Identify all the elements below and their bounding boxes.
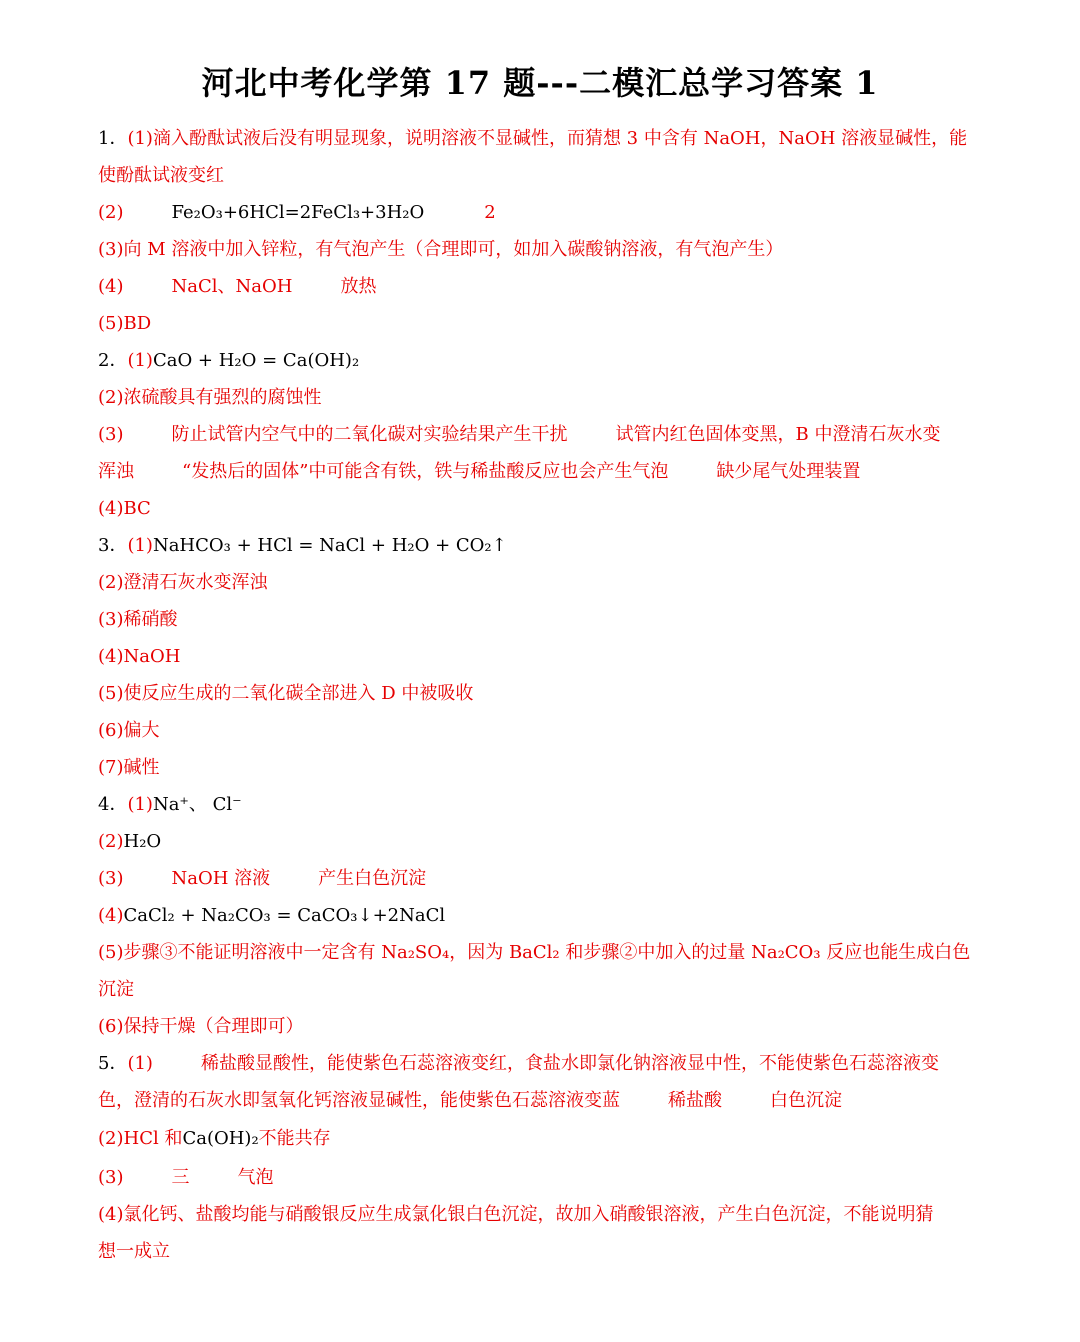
- q1-part3: [98, 231, 982, 268]
- q5-part1-answer-c: 稀盐酸: [668, 1090, 722, 1111]
- q3-part3: [98, 601, 982, 638]
- q4-part3-answer-b: 产生白色沉淀: [318, 868, 427, 889]
- q1-line-2: [98, 157, 982, 194]
- answer-content: [98, 120, 982, 1270]
- q3-part3-text: (3)稀硝酸: [98, 609, 178, 630]
- q5-part2: [98, 1119, 982, 1159]
- q5-part3-answer-b: 气泡: [237, 1167, 274, 1188]
- q4-part5-text-cont: 沉淀: [98, 979, 134, 1000]
- q5-part3: [98, 1159, 982, 1196]
- q5-part4-text-cont: 想一成立: [98, 1241, 170, 1262]
- q1-part2-label: (2): [98, 202, 124, 223]
- q3-part6-text: (6)偏大: [98, 720, 160, 741]
- q1-part4-answer-b: 放热: [340, 276, 377, 297]
- q4-part2: [98, 823, 982, 860]
- q5-part4-text: (4)氯化钙、盐酸均能与硝酸银反应生成氯化银白色沉淀，故加入硝酸银溶液，产生白色沉淀，不能说明猜: [98, 1204, 934, 1225]
- q1-part1-text: (1)滴入酚酞试液后没有明显现象，说明溶液不显碱性，而猜想 3 中含有 NaOH，NaOH 溶液显碱性，能: [127, 128, 968, 149]
- q1-part4-answer-a: NaCl、NaOH: [171, 276, 293, 297]
- q5-part1-answer-a: 稀盐酸显酸性，能使紫色石蕊溶液变红，食盐水即氯化钠溶液显中性，不能使紫色石蕊溶液变: [200, 1053, 939, 1074]
- q4-part4-equation: CaCl₂ + Na₂CO₃ = CaCO₃↓+2NaCl: [123, 905, 446, 926]
- q3-part4: [98, 638, 982, 675]
- q1-part5: [98, 305, 982, 342]
- q2-part3-answer-a: 防止试管内空气中的二氧化碳对实验结果产生干扰: [171, 424, 568, 445]
- q4-number: 4．: [98, 794, 128, 815]
- q3-part7-text: (7)碱性: [98, 757, 160, 778]
- q1-part4-label: (4): [98, 276, 124, 297]
- q4-part4-label: (4): [98, 905, 124, 926]
- q4-part5-line-1: [98, 934, 982, 971]
- q3-part1-equation: NaHCO₃ + HCl = NaCl + H₂O + CO₂↑: [152, 535, 507, 556]
- q2-part3-line-1: [98, 416, 982, 453]
- q1-part1-text-cont: 使酚酞试液变红: [98, 165, 224, 186]
- q2-part3-answer-b: 试管内红色固体变黑，B 中澄清石灰水变: [615, 424, 941, 445]
- q2-part3-answer-d: “发热后的固体”中可能含有铁，铁与稀盐酸反应也会产生气泡: [182, 461, 669, 482]
- q1-part4: [98, 268, 982, 305]
- q4-part3-answer-a: NaOH 溶液: [171, 868, 271, 889]
- q2-part3-label: (3): [98, 424, 124, 445]
- q4-part1: [98, 786, 982, 823]
- q2-part1-label: (1): [127, 350, 153, 371]
- q2-part4: [98, 490, 982, 527]
- q2-part4-text: (4)BC: [98, 498, 151, 519]
- q5-part1-answer-d: 白色沉淀: [770, 1090, 842, 1111]
- q1-part5-text: (5)BD: [98, 313, 152, 334]
- q3-part5-text: (5)使反应生成的二氧化碳全部进入 D 中被吸收: [98, 683, 474, 704]
- q2-part3-answer-e: 缺少尾气处理装置: [716, 461, 861, 482]
- q1-line-1: [98, 120, 982, 157]
- q2-part1-equation: CaO + H₂O = Ca(OH)₂: [152, 350, 360, 371]
- q3-part5: [98, 675, 982, 712]
- q4-part3-label: (3): [98, 868, 124, 889]
- q2-number: 2．: [98, 350, 128, 371]
- q4-part5-text: (5)步骤③不能证明溶液中一定含有 Na₂SO₄，因为 BaCl₂ 和步骤②中加入的过量 Na₂CO₃ 反应也能生成白色: [98, 942, 971, 963]
- q5-part2-formula: Ca(OH)₂: [182, 1128, 259, 1149]
- q2-part2-text: (2)浓硫酸具有强烈的腐蚀性: [98, 387, 322, 408]
- q2-part3-line-2: [98, 453, 982, 490]
- q4-part2-label: (2): [98, 831, 124, 852]
- q4-part2-formula: H₂O: [123, 831, 162, 852]
- q3-number: 3．: [98, 535, 128, 556]
- q3-part2: [98, 564, 982, 601]
- q5-number: 5．: [98, 1053, 128, 1074]
- q3-part1: [98, 527, 982, 564]
- q5-part2-text-a: (2)HCl 和: [98, 1128, 183, 1149]
- q1-part2-equation: Fe₂O₃+6HCl=2FeCl₃+3H₂O: [171, 202, 425, 223]
- q4-part1-ions: Na⁺、 Cl⁻: [152, 794, 242, 815]
- q4-part3: [98, 860, 982, 897]
- q5-part2-text-c: 不能共存: [258, 1128, 331, 1149]
- q5-part4-line-1: [98, 1196, 982, 1233]
- q3-part1-label: (1): [127, 535, 153, 556]
- q3-part6: [98, 712, 982, 749]
- q5-part1-line-2: [98, 1082, 982, 1119]
- q1-part3-text: (3)向 M 溶液中加入锌粒，有气泡产生（合理即可，如加入碳酸钠溶液，有气泡产生）: [98, 239, 784, 260]
- q1-part2: [98, 194, 982, 231]
- q5-part4-line-2: [98, 1233, 982, 1270]
- q5-part3-label: (3): [98, 1167, 124, 1188]
- q3-part2-text: (2)澄清石灰水变浑浊: [98, 572, 268, 593]
- q5-part1-label: (1): [127, 1053, 153, 1074]
- q4-part6-text: (6)保持干燥（合理即可）: [98, 1016, 304, 1037]
- q5-part1-line-1: [98, 1045, 982, 1082]
- q5-part1-answer-b: 色，澄清的石灰水即氢氧化钙溶液显碱性，能使紫色石蕊溶液变蓝: [98, 1090, 620, 1111]
- q3-part4-text: (4)NaOH: [98, 646, 181, 667]
- q4-part4: [98, 897, 982, 934]
- page-title: 河北中考化学第 17 题---二模汇总学习答案 1: [201, 64, 879, 102]
- q4-part5-line-2: [98, 971, 982, 1008]
- q1-number: 1．: [98, 128, 128, 149]
- q4-part1-label: (1): [127, 794, 153, 815]
- q5-part3-answer-a: 三: [171, 1167, 190, 1188]
- q2-part1: [98, 342, 982, 379]
- q2-part2: [98, 379, 982, 416]
- q1-part2-answer: 2: [484, 202, 496, 223]
- q3-part7: [98, 749, 982, 786]
- q2-part3-answer-c: 浑浊: [98, 461, 134, 482]
- q4-part6: [98, 1008, 982, 1045]
